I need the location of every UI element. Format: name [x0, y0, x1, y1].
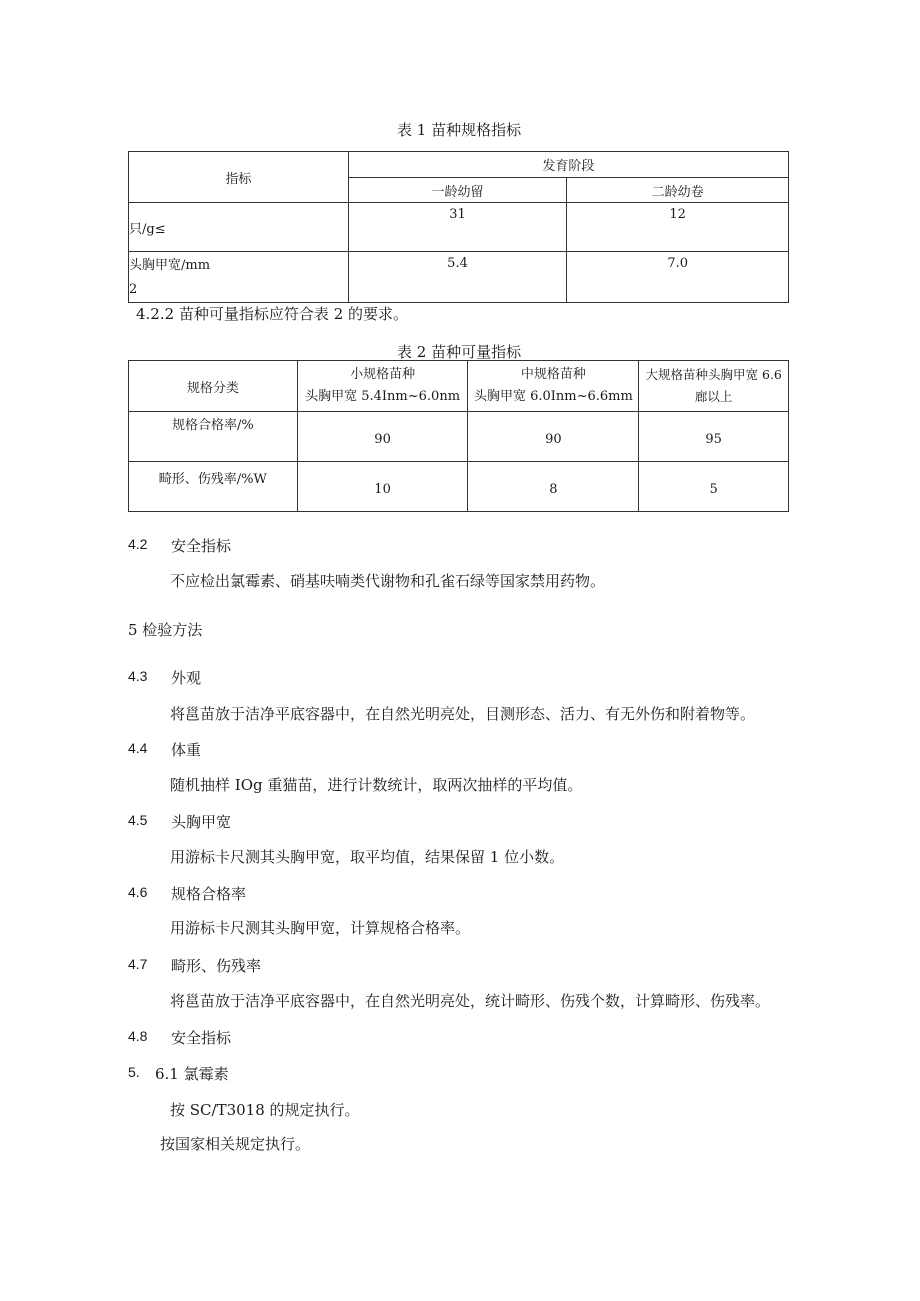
section-4-4-body: 随机抽样 IOg 重猫苗，进行计数统计，取两次抽样的平均值。	[170, 776, 583, 794]
section-6-1-number: 5.	[128, 1064, 140, 1080]
para-4-2-2: 4.2.2 苗种可量指标应符合表 2 的要求。	[136, 305, 409, 323]
table2-row2-v3: 5	[639, 462, 789, 512]
section-4-7-title: 畸形、伤残率	[171, 957, 262, 975]
section-4-2-title: 安全指标	[171, 537, 232, 555]
section-4-6-body: 用游标卡尺测其头胸甲宽，计算规格合格率。	[170, 919, 471, 937]
section-5-title: 5 检验方法	[128, 621, 203, 639]
section-4-5-body: 用游标卡尺测其头胸甲宽，取平均值，结果保留 1 位小数。	[170, 848, 565, 866]
section-4-2-number: 4.2	[128, 536, 148, 552]
section-4-5-title: 头胸甲宽	[171, 813, 232, 831]
table2-col2	[468, 361, 639, 412]
table2-row2-v1: 10	[297, 462, 468, 512]
table1-caption: 表 1 苗种规格指标	[397, 121, 522, 139]
table2-col1	[297, 361, 468, 412]
section-4-3-body: 将邕苗放于洁净平底容器中，在自然光明亮处，目测形态、活力、有无外伤和附着物等。	[170, 705, 756, 723]
table2-col3-line1: 大规格苗种头胸甲宽 6.6	[645, 367, 782, 382]
table2-col1-line1: 小规格苗种	[350, 367, 416, 382]
table-row	[129, 203, 789, 252]
section-4-8-number: 4.8	[128, 1028, 148, 1044]
table1-row2-label-line2: 2	[129, 282, 138, 297]
table2-col2-line1: 中规格苗种	[520, 367, 586, 382]
table1-row2-v2: 7.0	[567, 252, 789, 303]
table1-row1-label: 只/g≤	[129, 203, 349, 252]
table-row	[129, 252, 789, 303]
table2-row1-label: 规格合格率/%	[129, 412, 298, 462]
table2-row2-v2: 8	[468, 462, 639, 512]
table1-row2-label-line1: 头胸甲宽/mm	[129, 258, 211, 273]
table1-row2-v1: 5.4	[348, 252, 567, 303]
table2-header-label: 规格分类	[129, 361, 298, 412]
section-4-4-number: 4.4	[128, 740, 148, 756]
line-sc-standard: 按 SC/T3018 的规定执行。	[170, 1101, 360, 1119]
table2-row1-v3: 95	[639, 412, 789, 462]
table1	[128, 151, 789, 303]
table2-row1-v1: 90	[297, 412, 468, 462]
line-national-rules: 按国家相关规定执行。	[160, 1135, 311, 1153]
section-4-7-body: 将邕苗放于洁净平底容器中，在自然光明亮处，统计畸形、伤残个数，计算畸形、伤残率。	[170, 992, 771, 1010]
section-4-2-body: 不应检出氯霉素、硝基呋喃类代谢物和孔雀石绿等国家禁用药物。	[170, 572, 606, 590]
table2	[128, 360, 789, 512]
section-4-8-title: 安全指标	[171, 1029, 232, 1047]
section-4-6-number: 4.6	[128, 884, 148, 900]
section-4-7-number: 4.7	[128, 956, 148, 972]
table2-caption: 表 2 苗种可量指标	[397, 343, 522, 361]
section-4-3-number: 4.3	[128, 668, 148, 684]
table2-col3-line2: 廊以上	[694, 389, 733, 404]
table2-col3	[639, 361, 789, 412]
table1-header-indicator: 指标	[129, 152, 349, 203]
section-4-6-title: 规格合格率	[171, 885, 247, 903]
table2-row1-v2: 90	[468, 412, 639, 462]
table1-col-stage2: 二龄幼卷	[567, 178, 789, 203]
table-row	[129, 462, 789, 512]
table1-row1-v2: 12	[567, 203, 789, 252]
table1-row1-v1: 31	[348, 203, 567, 252]
table-row	[129, 412, 789, 462]
section-4-3-title: 外观	[171, 669, 202, 687]
table1-col-stage1: 一龄幼留	[348, 178, 567, 203]
table2-col1-line2: 头胸甲宽 5.4Inm~6.0nm	[305, 389, 461, 404]
section-6-1-title: 6.1 氯霉素	[155, 1065, 229, 1083]
table2-col2-line2: 头胸甲宽 6.0Inm~6.6mm	[473, 389, 633, 404]
table1-header-stage: 发育阶段	[348, 152, 788, 178]
section-4-5-number: 4.5	[128, 812, 148, 828]
section-4-4-title: 体重	[171, 741, 202, 759]
table1-row2-label	[129, 252, 349, 303]
table2-row2-label: 畸形、伤残率/%W	[129, 462, 298, 512]
